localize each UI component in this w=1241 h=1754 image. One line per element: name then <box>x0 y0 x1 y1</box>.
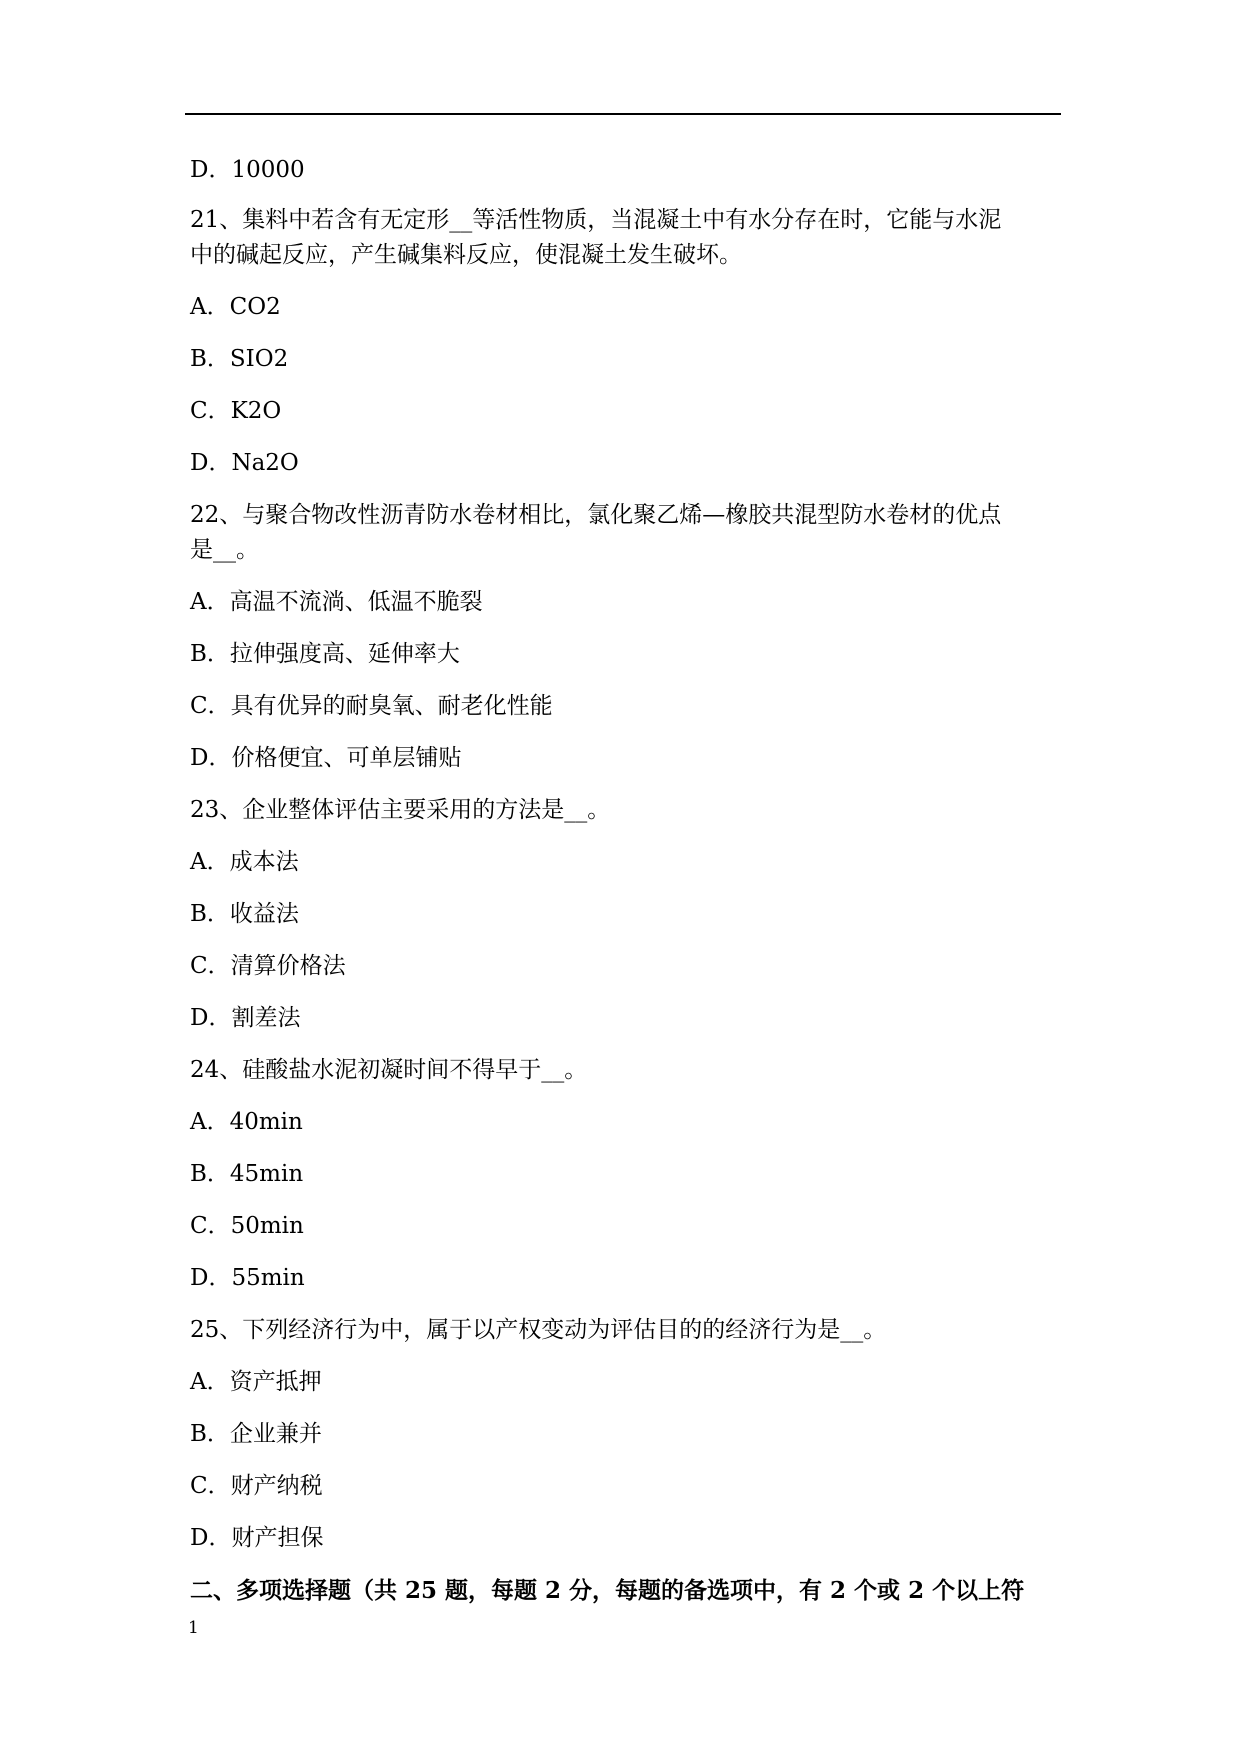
option-b-q25: B．企业兼并 <box>190 1421 322 1447</box>
question-21-line-1: 21、集料中若含有无定形__等活性物质，当混凝土中有水分存在时，它能与水泥 <box>190 207 1002 233</box>
option-a-q22: A．高温不流淌、低温不脆裂 <box>190 589 483 615</box>
option-d-q23: D．割差法 <box>190 1005 301 1031</box>
option-b-q21: B．SIO2 <box>190 346 289 372</box>
option-b-q23: B．收益法 <box>190 901 299 927</box>
option-a-q24: A．40min <box>190 1109 303 1135</box>
option-a-q25: A．资产抵押 <box>190 1369 322 1395</box>
option-c-q25: C．财产纳税 <box>190 1473 323 1499</box>
option-b-q24: B．45min <box>190 1161 304 1187</box>
option-d-q25: D．财产担保 <box>190 1525 324 1551</box>
option-d-q21: D．Na2O <box>190 450 299 476</box>
option-d-q24: D．55min <box>190 1265 305 1291</box>
option-a-q21: A．CO2 <box>190 294 281 320</box>
option-a-q23: A．成本法 <box>190 849 299 875</box>
option-d-q22: D．价格便宜、可单层铺贴 <box>190 745 462 771</box>
question-21-line-2: 中的碱起反应，产生碱集料反应，使混凝土发生破坏。 <box>190 242 742 268</box>
option-c-q22: C．具有优异的耐臭氧、耐老化性能 <box>190 693 553 719</box>
question-23: 23、企业整体评估主要采用的方法是__。 <box>190 797 611 823</box>
option-c-q23: C．清算价格法 <box>190 953 346 979</box>
option-c-q24: C．50min <box>190 1213 304 1239</box>
question-22-line-1: 22、与聚合物改性沥青防水卷材相比，氯化聚乙烯—橡胶共混型防水卷材的优点 <box>190 502 1002 528</box>
option-c-q21: C．K2O <box>190 398 282 424</box>
question-22-line-2: 是__。 <box>190 537 259 563</box>
option-d-q20: D．10000 <box>190 157 305 183</box>
section-heading-multiple-choice: 二、多项选择题（共 25 题，每题 2 分，每题的备选项中，有 2 个或 2 个以上符 <box>190 1577 1025 1604</box>
question-25: 25、下列经济行为中，属于以产权变动为评估目的的经济行为是__。 <box>190 1317 887 1343</box>
header-rule <box>185 113 1061 115</box>
question-24: 24、硅酸盐水泥初凝时间不得早于__。 <box>190 1057 588 1083</box>
page-number: 1 <box>188 1618 199 1638</box>
option-b-q22: B．拉伸强度高、延伸率大 <box>190 641 460 667</box>
